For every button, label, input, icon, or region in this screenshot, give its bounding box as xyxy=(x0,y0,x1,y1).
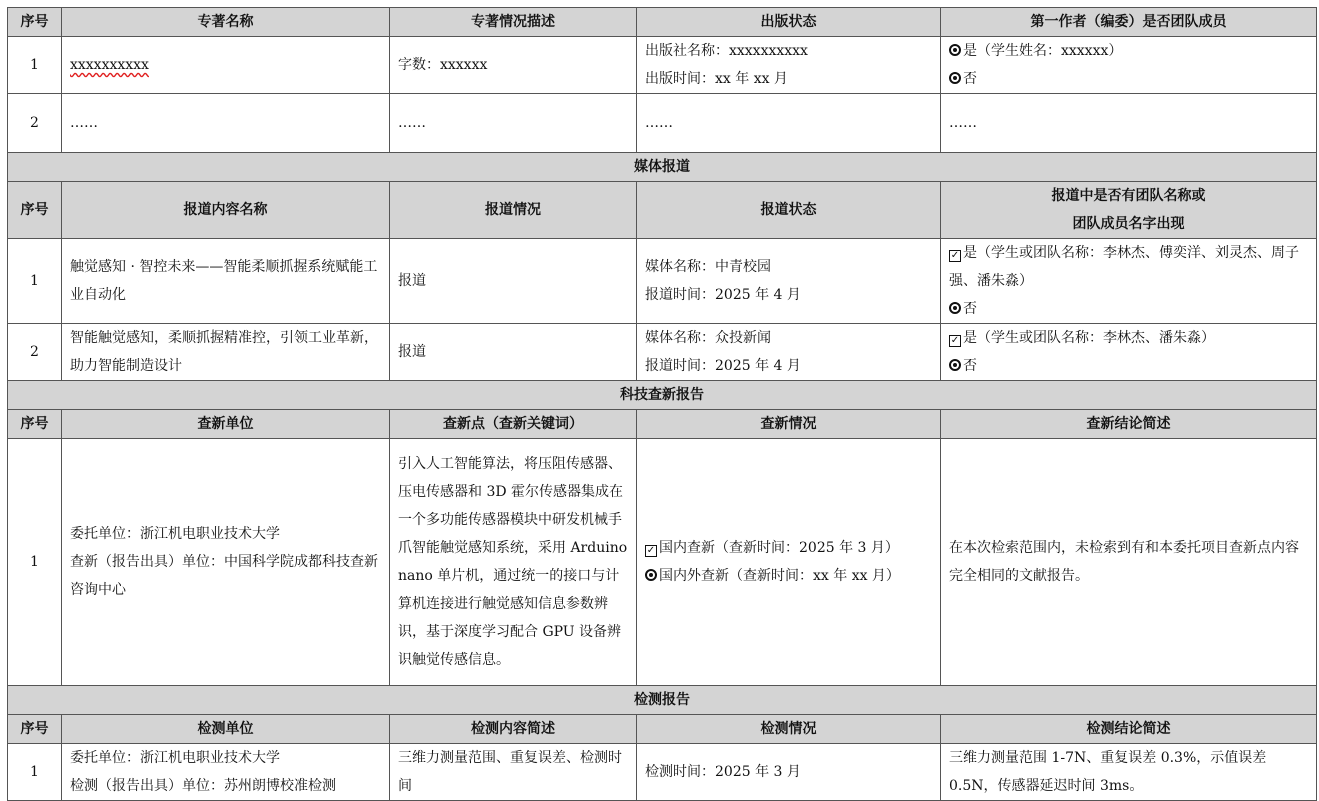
row-index: 1 xyxy=(8,439,62,686)
option-no-label: 否 xyxy=(963,301,977,317)
option-intl-label: 国内外查新（查新时间：xx 年 xx 月） xyxy=(659,568,900,584)
col-header-status: 出版状态 xyxy=(637,8,941,37)
monograph-name-text: xxxxxxxxxx xyxy=(70,57,149,73)
section-title-row xyxy=(8,381,1317,410)
section-title-media: 媒体报道 xyxy=(8,153,1317,182)
report-name: 触觉感知 · 智控未来——智能柔顺抓握系统赋能工业自动化 xyxy=(62,239,390,324)
col-header-report-name: 报道内容名称 xyxy=(62,182,390,239)
team-mention xyxy=(941,324,1317,381)
row-index: 1 xyxy=(8,744,62,801)
col-header-team-mention xyxy=(941,182,1317,239)
radio-selected-icon[interactable] xyxy=(949,302,961,314)
testing-content: 三维力测量范围、重复误差、检测时间 xyxy=(390,744,637,801)
row-index: 1 xyxy=(8,239,62,324)
testing-situation: 检测时间：2025 年 3 月 xyxy=(637,744,941,801)
col-header-index: 序号 xyxy=(8,182,62,239)
publish-time: 出版时间：xx 年 xx 月 xyxy=(645,71,788,87)
col-header-member: 第一作者（编委）是否团队成员 xyxy=(941,8,1317,37)
report-situation: 报道 xyxy=(390,239,637,324)
novelty-header-row xyxy=(8,410,1317,439)
col-header-testing-unit: 检测单位 xyxy=(62,715,390,744)
table-row xyxy=(8,94,1317,153)
report-time: 报道时间：2025 年 4 月 xyxy=(645,287,801,303)
novelty-keywords: 引入人工智能算法，将压阻传感器、压电传感器和 3D 霍尔传感器集成在一个多功能传感器模块中研发机械手爪智能触觉感知系统，采用 Arduino nano 单片机，通过统一的接口与计算机连接进行触觉感知信息参数辨识，基于深度学习配合 GPU 设备辨识触觉传感信息。 xyxy=(390,439,637,686)
table-row xyxy=(8,239,1317,324)
radio-selected-icon[interactable] xyxy=(949,359,961,371)
novelty-conclusion: 在本次检索范围内，未检索到有和本委托项目查新点内容完全相同的文献报告。 xyxy=(941,439,1317,686)
client-unit: 委托单位：浙江机电职业技术大学 xyxy=(70,526,280,542)
monograph-status xyxy=(637,37,941,94)
col-header-report-situation: 报道情况 xyxy=(390,182,637,239)
checkbox-checked-icon[interactable]: ✓ xyxy=(950,335,960,346)
col-header-testing-conclusion: 检测结论简述 xyxy=(941,715,1317,744)
col-header-desc: 专著情况描述 xyxy=(390,8,637,37)
media-name: 媒体名称：中青校园 xyxy=(645,259,771,275)
row-index: 2 xyxy=(8,324,62,381)
option-yes-label: 是（学生或团队名称：李林杰、潘朱淼） xyxy=(963,330,1215,346)
col-header-report-status: 报道状态 xyxy=(637,182,941,239)
row-index: 2 xyxy=(8,94,62,153)
monograph-status: …… xyxy=(637,94,941,153)
monograph-member: …… xyxy=(941,94,1317,153)
col-header-novelty-situation: 查新情况 xyxy=(637,410,941,439)
section-title-testing: 检测报告 xyxy=(8,686,1317,715)
header-line-1: 报道中是否有团队名称或 xyxy=(1051,188,1206,204)
achievement-table xyxy=(7,7,1317,801)
media-header-row xyxy=(8,182,1317,239)
monograph-desc: …… xyxy=(390,94,637,153)
table-row xyxy=(8,37,1317,94)
col-header-index: 序号 xyxy=(8,8,62,37)
client-unit: 委托单位：浙江机电职业技术大学 xyxy=(70,750,280,766)
testing-unit xyxy=(62,744,390,801)
monograph-name: …… xyxy=(62,94,390,153)
option-yes-label: 是（学生姓名：xxxxxx） xyxy=(963,43,1123,59)
monograph-header-row xyxy=(8,8,1317,37)
table-row xyxy=(8,744,1317,801)
section-title-row xyxy=(8,686,1317,715)
col-header-index: 序号 xyxy=(8,715,62,744)
checkbox-checked-icon[interactable]: ✓ xyxy=(646,545,656,556)
testing-conclusion: 三维力测量范围 1-7N、重复误差 0.3%，示值误差 0.5N，传感器延迟时间 3ms。 xyxy=(941,744,1317,801)
novelty-unit xyxy=(62,439,390,686)
report-status xyxy=(637,239,941,324)
issuer-unit: 检测（报告出具）单位：苏州朗博校准检测 xyxy=(70,778,336,794)
option-no-label: 否 xyxy=(963,358,977,374)
col-header-index: 序号 xyxy=(8,410,62,439)
col-header-testing-situation: 检测情况 xyxy=(637,715,941,744)
monograph-desc: 字数：xxxxxx xyxy=(390,37,637,94)
report-name: 智能触觉感知，柔顺抓握精准控，引领工业革新，助力智能制造设计 xyxy=(62,324,390,381)
report-status xyxy=(637,324,941,381)
section-title-novelty: 科技查新报告 xyxy=(8,381,1317,410)
novelty-situation xyxy=(637,439,941,686)
col-header-novelty-conclusion: 查新结论简述 xyxy=(941,410,1317,439)
header-line-2: 团队成员名字出现 xyxy=(1072,216,1185,232)
report-time: 报道时间：2025 年 4 月 xyxy=(645,358,801,374)
col-header-novelty-unit: 查新单位 xyxy=(62,410,390,439)
col-header-testing-content: 检测内容简述 xyxy=(390,715,637,744)
issuer-unit: 查新（报告出具）单位：中国科学院成都科技查新咨询中心 xyxy=(70,554,378,598)
option-domestic-label: 国内查新（查新时间：2025 年 3 月） xyxy=(659,540,899,556)
media-name: 媒体名称：众投新闻 xyxy=(645,330,771,346)
option-yes-label: 是（学生或团队名称：李林杰、傅奕洋、刘灵杰、周子强、潘朱淼） xyxy=(949,245,1299,289)
table-row xyxy=(8,324,1317,381)
report-situation: 报道 xyxy=(390,324,637,381)
option-no-label: 否 xyxy=(963,71,977,87)
row-index: 1 xyxy=(8,37,62,94)
monograph-member xyxy=(941,37,1317,94)
radio-selected-icon[interactable] xyxy=(645,569,657,581)
section-title-row xyxy=(8,153,1317,182)
monograph-name xyxy=(62,37,390,94)
testing-header-row xyxy=(8,715,1317,744)
team-mention xyxy=(941,239,1317,324)
radio-selected-icon[interactable] xyxy=(949,72,961,84)
table-row xyxy=(8,439,1317,686)
checkbox-checked-icon[interactable]: ✓ xyxy=(950,250,960,261)
radio-selected-icon[interactable] xyxy=(949,44,961,56)
publisher-name: 出版社名称：xxxxxxxxxx xyxy=(645,43,808,59)
col-header-novelty-keywords: 查新点（查新关键词） xyxy=(390,410,637,439)
col-header-name: 专著名称 xyxy=(62,8,390,37)
